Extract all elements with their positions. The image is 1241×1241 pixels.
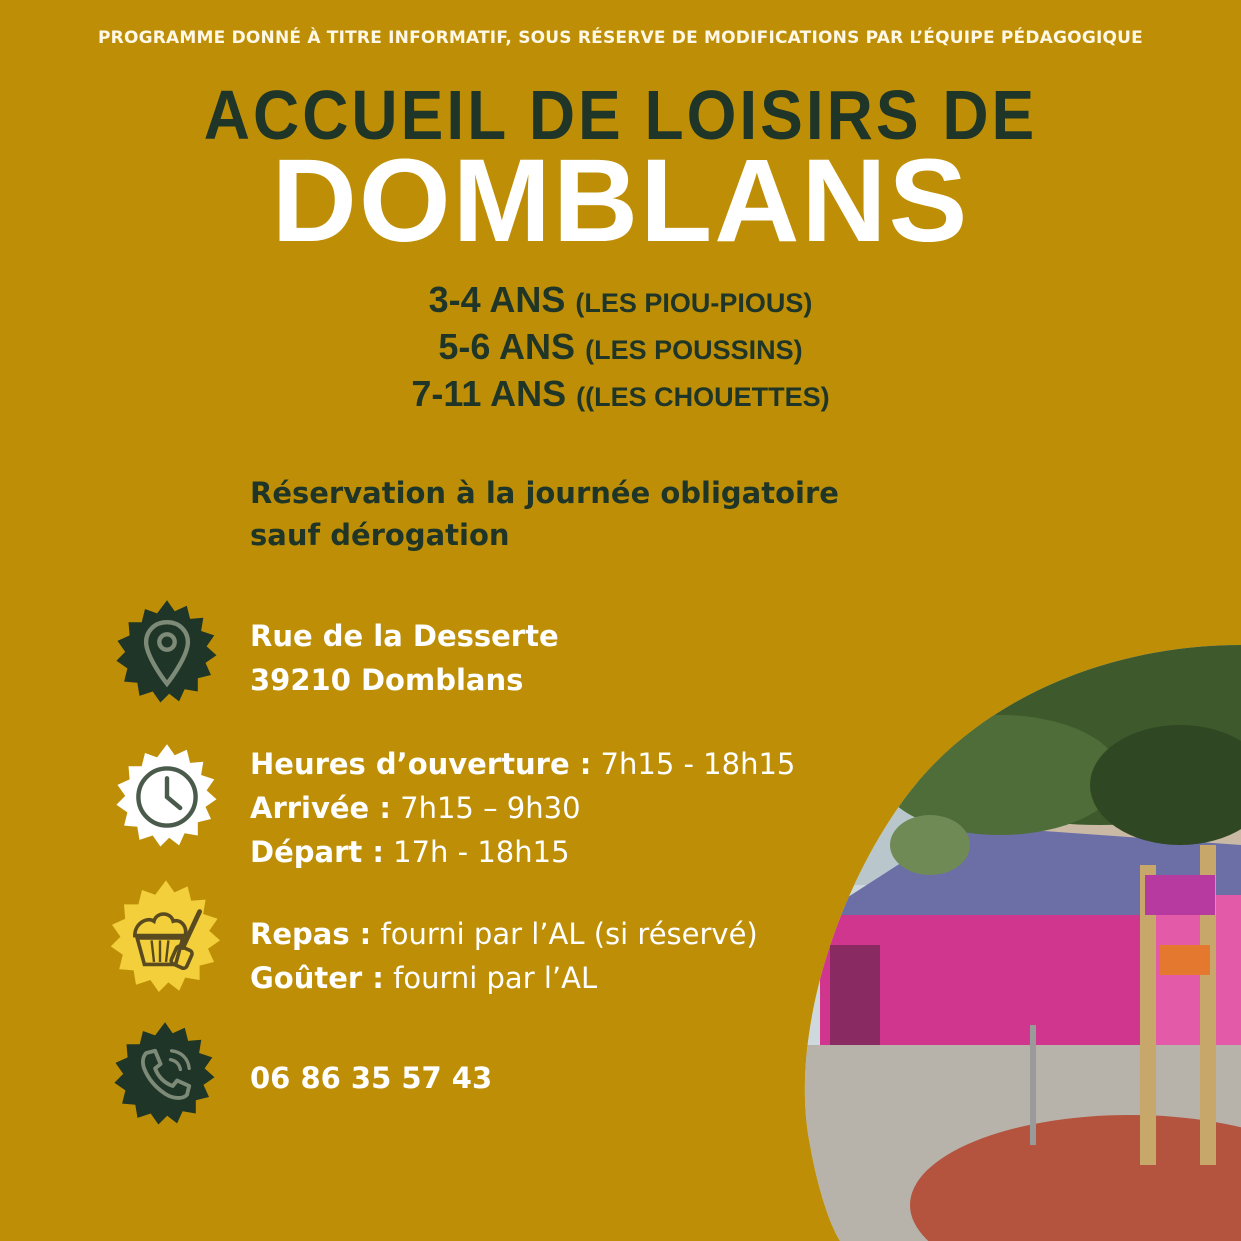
departure-label: Départ :: [250, 835, 384, 869]
reservation-line-2: sauf dérogation: [250, 518, 510, 552]
group-name: ((LES CHOUETTES): [576, 382, 830, 412]
phone-icon: [110, 1020, 220, 1130]
snack-label: Goûter :: [250, 961, 384, 995]
reservation-line-1: Réservation à la journée obligatoire: [250, 476, 839, 510]
clock-icon: [112, 742, 222, 852]
arrival-value: 7h15 – 9h30: [400, 791, 581, 825]
phone-number: 06 86 35 57 43: [250, 1061, 493, 1095]
opening-value: 7h15 - 18h15: [600, 747, 796, 781]
opening-label: Heures d’ouverture :: [250, 747, 592, 781]
departure-row: [250, 830, 795, 874]
group-name: (LES POUSSINS): [585, 335, 803, 365]
title-town-name: DOMBLANS: [271, 135, 970, 267]
address-street: Rue de la Desserte: [250, 619, 559, 653]
address-block: [250, 614, 559, 702]
disclaimer-text: PROGRAMME DONNÉ À TITRE INFORMATIF, SOUS RÉSERVE DE MODIFICATIONS PAR L’ÉQUIPE PÉDAGOGIQUE: [98, 28, 1143, 48]
arrival-row: [250, 786, 795, 830]
arrival-label: Arrivée :: [250, 791, 391, 825]
lunch-label: Repas :: [250, 917, 372, 951]
meals-block: [250, 912, 758, 1000]
snack-row: [250, 956, 758, 1000]
snack-value: fourni par l’AL: [393, 961, 598, 995]
location-pin-icon: [112, 598, 222, 708]
address-city: 39210 Domblans: [250, 663, 524, 697]
age-group-2: [0, 325, 1241, 372]
age-groups: [0, 278, 1241, 419]
opening-hours-row: [250, 742, 795, 786]
age-group-3: [0, 372, 1241, 419]
building-photo: [800, 645, 1241, 1241]
lunch-row: [250, 912, 758, 956]
phone-block: [250, 1056, 492, 1100]
age-range: 7-11 ANS: [411, 373, 567, 414]
hours-block: [250, 742, 795, 874]
age-group-1: [0, 278, 1241, 325]
age-range: 5-6 ANS: [438, 326, 576, 367]
group-name: (LES PIOU-PIOUS): [575, 288, 813, 318]
departure-value: 17h - 18h15: [393, 835, 570, 869]
age-range: 3-4 ANS: [428, 279, 566, 320]
cupcake-icon: [106, 878, 226, 998]
lunch-value: fourni par l’AL (si réservé): [380, 917, 758, 951]
reservation-notice: [250, 472, 970, 556]
title-line-1: ACCUEIL DE LOISIRS DE: [203, 76, 1038, 154]
